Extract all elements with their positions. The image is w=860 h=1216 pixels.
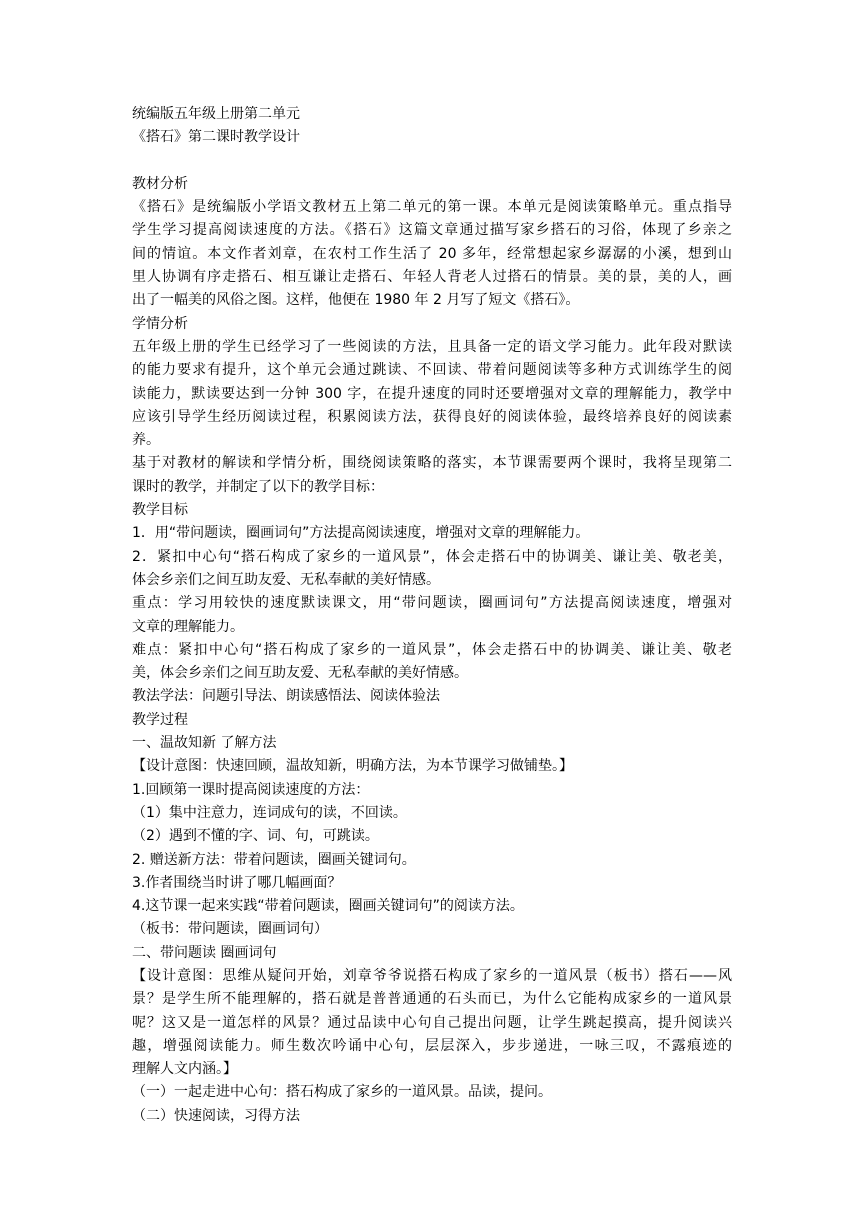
document-title: 《搭石》第二课时教学设计 [132, 129, 300, 146]
paragraph-line: 五年级上册的学生已经学习了一些阅读的方法，且具备一定的语文学习能力。此年段对默读 [132, 338, 732, 355]
process-line: 趣，增强阅读能力。师生数次吟诵中心句，层层深入，步步递进，一咏三叹，不露痕迹的 [132, 1037, 732, 1054]
key-point: 重点：学习用较快的速度默读课文，用“带问题读，圈画词句”方法提高阅读速度，增强对 [132, 595, 732, 612]
process-line: （2）遇到不懂的字、词、句，可跳读。 [132, 828, 379, 845]
section-heading-goals: 教学目标 [132, 502, 188, 519]
difficult-point: 难点：紧扣中心句“搭石构成了家乡的一道风景”，体会走搭石中的协调美、谦让美、敬老 [132, 641, 732, 658]
process-line: 一、温故知新 了解方法 [132, 735, 277, 752]
goal-item: 1．用“带问题读，圈画词句”方法提高阅读速度，增强对文章的理解能力。 [132, 525, 590, 542]
document-page [132, 103, 732, 1128]
process-line: 二、带问题读 圈画词句 [132, 944, 277, 961]
paragraph-line: 课时的教学，并制定了以下的教学目标： [132, 478, 384, 495]
paragraph-line: 的能力要求有提升，这个单元会通过跳读、不回读、带着问题阅读等多种方式训练学生的阅 [132, 362, 732, 379]
process-line: （一）一起走进中心句：搭石构成了家乡的一道风景。品读，提问。 [132, 1084, 552, 1101]
difficult-point: 美，体会乡亲们之间互助友爱、无私奉献的美好情感。 [132, 665, 468, 682]
section-heading-process: 教学过程 [132, 711, 188, 728]
paragraph-line: 里人协调有序走搭石、相互谦让走搭石、年轻人背老人过搭石的情景。美的景，美的人，画 [132, 269, 732, 286]
paragraph-line: 基于对教材的解读和学情分析，围绕阅读策略的落实，本节课需要两个课时，我将呈现第二 [132, 455, 732, 472]
paragraph-line: 出了一幅美的风俗之图。这样，他便在 1980 年 2 月写了短文《搭石》。 [132, 292, 580, 309]
paragraph-line: 学生学习提高阅读速度的方法。《搭石》这篇文章通过描写家乡搭石的习俗，体现了乡亲之 [132, 222, 732, 239]
process-line: 【设计意图：快速回顾，温故知新，明确方法，为本节课学习做铺垫。】 [132, 758, 573, 775]
process-line: 【设计意图：思维从疑问开始，刘章爷爷说搭石构成了家乡的一道风景（板书）搭石——风 [132, 967, 732, 984]
section-heading-material: 教材分析 [132, 175, 188, 192]
paragraph-line: 读能力，默读要达到一分钟 300 字，在提升速度的同时还要增强对文章的理解能力，教学中 [132, 385, 732, 402]
process-line: （1）集中注意力，连词成句的读，不回读。 [132, 804, 407, 821]
process-line: 4.这节课一起来实践“带着问题读，圈画关键词句”的阅读方法。 [132, 898, 524, 915]
process-line: （板书：带问题读，圈画词句） [132, 921, 328, 938]
paragraph-line: 应该引导学生经历阅读过程，积累阅读方法，获得良好的阅读体验，最终培养良好的阅读素 [132, 408, 732, 425]
blank-line [132, 150, 732, 173]
section-heading-students: 学情分析 [132, 315, 188, 332]
document-subtitle: 统编版五年级上册第二单元 [132, 106, 300, 122]
process-line: 理解人文内涵。】 [132, 1061, 237, 1078]
paragraph-line: 间的情谊。本文作者刘章，在农村工作生活了 20 多年，经常想起家乡潺潺的小溪，想到山 [132, 245, 732, 262]
process-line: 景？是学生所不能理解的，搭石就是普普通通的石头而已，为什么它能构成家乡的一道风景 [132, 991, 732, 1008]
process-line: 3.作者围绕当时讲了哪几幅画面？ [132, 874, 342, 891]
process-line: 呢？这又是一道怎样的风景？通过品读中心句自己提出问题，让学生跳起摸高，提升阅读兴 [132, 1014, 732, 1031]
process-line: （二）快速阅读，习得方法 [132, 1107, 300, 1124]
goal-item: 体会乡亲们之间互助友爱、无私奉献的美好情感。 [132, 571, 440, 588]
process-line: 1.回顾第一课时提高阅读速度的方法： [132, 781, 370, 798]
teaching-methods: 教法学法：问题引导法、朗读感悟法、阅读体验法 [132, 688, 440, 705]
paragraph-line: 《搭石》是统编版小学语文教材五上第二单元的第一课。本单元是阅读策略单元。重点指导 [132, 199, 732, 216]
paragraph-line: 养。 [132, 432, 160, 449]
process-line: 2. 赠送新方法：带着问题读，圈画关键词句。 [132, 851, 416, 868]
key-point: 文章的理解能力。 [132, 618, 244, 635]
goal-item: 2．紧扣中心句“搭石构成了家乡的一道风景”，体会走搭石中的协调美、谦让美、敬老美， [132, 548, 732, 565]
